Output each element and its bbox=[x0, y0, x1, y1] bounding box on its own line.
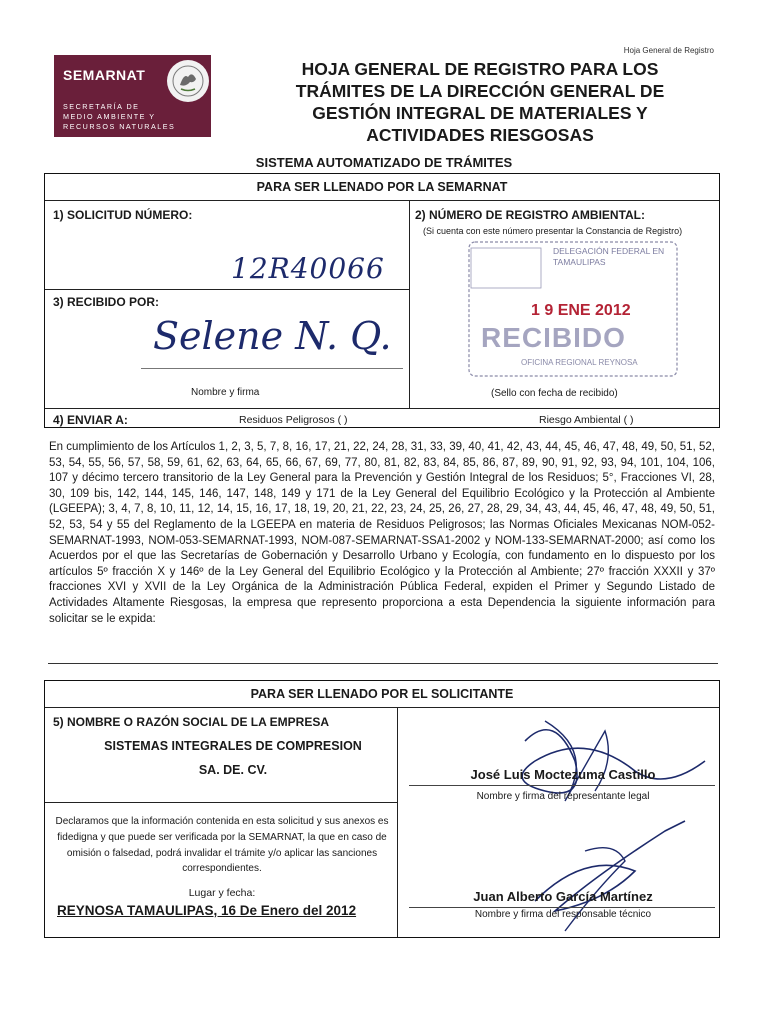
section-header: PARA SER LLENADO POR LA SEMARNAT bbox=[256, 180, 508, 194]
nombre-firma-caption: Nombre y firma bbox=[191, 387, 260, 398]
title-line: TRÁMITES DE LA DIRECCIÓN GENERAL DE bbox=[295, 81, 665, 101]
solicitante-section bbox=[44, 680, 720, 938]
registro-ambiental-label: 2) NÚMERO DE REGISTRO AMBIENTAL: bbox=[415, 208, 645, 222]
sello-caption: (Sello con fecha de recibido) bbox=[491, 388, 618, 399]
system-title: SISTEMA AUTOMATIZADO DE TRÁMITES bbox=[255, 155, 513, 170]
tecnico-name: Juan Alberto García Martínez bbox=[473, 889, 653, 904]
stamp-date: 1 9 ENE 2012 bbox=[531, 302, 631, 319]
received-stamp bbox=[465, 240, 681, 380]
logo-subtitle-line: MEDIO AMBIENTE Y bbox=[63, 112, 156, 121]
recibido-signature: Selene N. Q. bbox=[153, 314, 392, 358]
stamp-status: RECIBIDO bbox=[481, 322, 626, 353]
title-line: HOJA GENERAL DE REGISTRO PARA LOS bbox=[301, 59, 659, 79]
recibido-label: 3) RECIBIDO POR: bbox=[53, 295, 160, 309]
title-line: ACTIVIDADES RIESGOSAS bbox=[366, 125, 594, 145]
title-line: GESTIÓN INTEGRAL DE MATERIALES Y bbox=[312, 103, 648, 123]
representante-name: José Luis Moctezuma Castillo bbox=[470, 767, 656, 782]
enviar-option-riesgo: Riesgo Ambiental ( ) bbox=[539, 414, 634, 426]
solicitud-label: 1) SOLICITUD NÚMERO: bbox=[53, 208, 193, 222]
company-name-line: SA. DE. CV. bbox=[198, 763, 268, 777]
declaration-text: Declaramos que la información contenida en esta solicitud y sus anexos es fidedigna y que puede ser verificada por la SEMARNAT, la que en caso de omisión o falsedad, podrá invalidar el trámite y/o aplicar las sanciones correspondientes. bbox=[55, 816, 389, 875]
section-header: PARA SER LLENADO POR EL SOLICITANTE bbox=[250, 687, 514, 701]
lugar-fecha-label: Lugar y fecha: bbox=[188, 887, 256, 899]
legal-paragraph: En cumplimiento de los Artículos 1, 2, 3, 5, 7, 8, 16, 17, 21, 22, 24, 28, 31, 33, 39, 40, 41, 42, 43, 44, 45, 46, 47, 48, 49, 50, 51, 52, 53, 54, 55, 56, 57, 58, 59, 61, 62, 63, 64, 65, 66, 67, 69, 77, 80, 81, 82, 83, 84, 85, 86, 87, 89, 90, 91, 92, 93, 94, 101, 104, 106, 107 y décimo tercero transitorio de la Ley General para la Prevención y Gestión Integral de los Residuos; 5°, Fracciones VI, 28, 30, 109 bis, 142, 144, 145, 146, 147, 148, 149 y 171 de la Ley General del Equilibrio Ecológico y la Protección al Ambiente (LGEEPA); 3, 4, 7, 8, 10, 11, 12, 14, 15, 16, 17, 18, 19, 20, 21, 22, 23, 24, 25, 26, 27, 28, 29, 34, 43, 44, 45, 46, 47, 48, 49, 50, 51, 52, 53, 54 y 55 del Reglamento de la LGEEPA en materia de Residuos Peligrosos; las Normas Oficiales Mexicanas NOM-052-SEMARNAT-1993, NOM-053-SEMARNAT-1993, NOM-087-SEMARNAT-SSA1-2002 y NOM-133-SEMARNAT-2000; así como los Acuerdos por el que las Secretarías de Gobernación y Desarrollo Urbano y Ecología, con fundamento en lo dispuesto por los artículos 5º fracción X y 146º de la Ley General del Equilibrio Ecológico y la Protección al Ambiente; 27º fracción XXXII y 37º fracciones XVI y XVII de la Ley Orgánica de la Administración Pública Federal, expiden el Primer y Segundo Listado de Actividades Altamente Riesgosas, la empresa que represento proporciona a esta Dependencia la siguiente información para solicitar se le expida: bbox=[49, 441, 715, 625]
representante-caption: Nombre y firma del representante legal bbox=[476, 791, 650, 802]
logo-subtitle-line: RECURSOS NATURALES bbox=[63, 122, 176, 131]
handwritten-signatures bbox=[465, 701, 725, 941]
company-name-line: SISTEMAS INTEGRALES DE COMPRESION bbox=[104, 739, 362, 753]
document-title bbox=[270, 58, 690, 146]
logo-subtitle-line: SECRETARÍA DE bbox=[63, 102, 140, 111]
registro-note: (Si cuenta con este número presentar la Constancia de Registro) bbox=[423, 226, 683, 236]
mexican-eagle-seal-icon bbox=[167, 60, 209, 102]
tecnico-caption: Nombre y firma del responsable técnico bbox=[474, 909, 652, 920]
semarnat-logo bbox=[54, 55, 211, 137]
empresa-label: 5) NOMBRE O RAZÓN SOCIAL DE LA EMPRESA bbox=[53, 715, 330, 729]
enviar-option-residuos: Residuos Peligrosos ( ) bbox=[239, 414, 348, 426]
enviar-label: 4) ENVIAR A: bbox=[53, 413, 128, 427]
page-header-note: Hoja General de Registro bbox=[623, 46, 714, 55]
stamp-top-text: DELEGACIÓN FEDERAL EN TAMAULIPAS bbox=[553, 246, 665, 267]
semarnat-section bbox=[44, 173, 720, 428]
logo-name: SEMARNAT bbox=[63, 67, 146, 83]
separator-line bbox=[48, 663, 718, 664]
stamp-bottom-text: OFICINA REGIONAL REYNOSA bbox=[521, 358, 638, 367]
solicitud-number-handwritten: 12R40066 bbox=[231, 252, 385, 285]
lugar-fecha-value: REYNOSA TAMAULIPAS, 16 De Enero del 2012 bbox=[57, 903, 357, 918]
